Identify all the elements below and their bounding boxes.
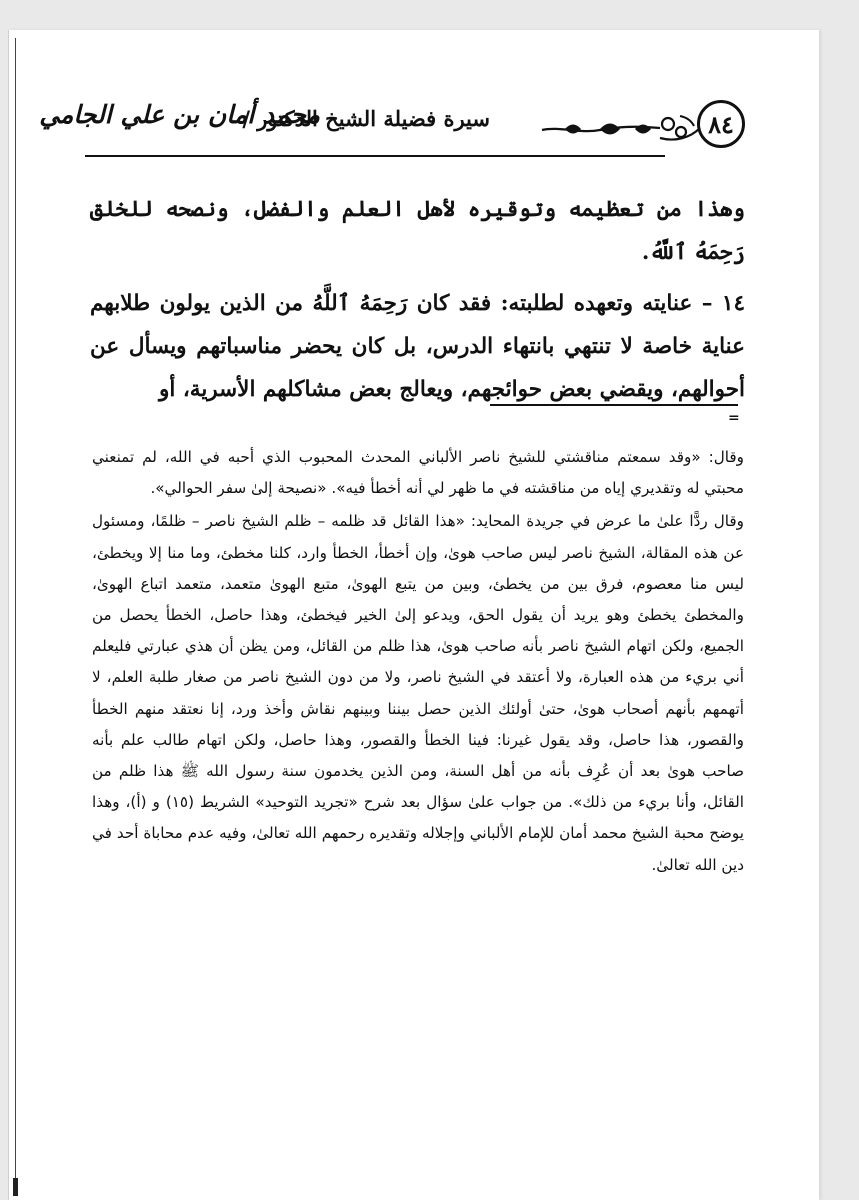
item-heading: ١٤ – عنايته وتعهده لطلبته: xyxy=(500,291,745,316)
page-header xyxy=(39,98,745,158)
page-number: ٨٤ xyxy=(697,100,745,148)
item-body: فقد كان رَحِمَهُ ٱللَّهُ من الذين يولون طلابهم عناية خاصة لا تنتهي بانتهاء الدرس، بل كان يحضر مناسباتهم ويسأل عن أحوالهم، ويقضي بعض حوائجهم، ويعالج بعض مشاكلهم الأسرية، أو xyxy=(90,291,745,402)
header-underline xyxy=(85,155,665,157)
header-sheikh-name: محمد أمان بن علي الجامي xyxy=(39,100,320,129)
footnote-continuation-mark: = xyxy=(728,410,740,426)
page-edge-mark xyxy=(13,1178,18,1196)
header-title: سيرة فضيلة الشيخ الدكتور / xyxy=(242,106,490,131)
paragraph-item-14 xyxy=(90,282,745,411)
ornament-icon xyxy=(540,108,705,148)
main-text xyxy=(90,188,745,411)
page-left-rule xyxy=(15,38,16,1188)
footnote-paragraph: وقال: «وقد سمعتم مناقشتي للشيخ ناصر الألباني المحدث المحبوب الذي أحبه في الله، لم تمنعني محبتي له وتقديري إياه من مناقشته في ما ظهر لي أنه أخطأ فيه». «نصيحة إلىٰ سفر الحوالي». xyxy=(92,448,744,498)
paragraph: وهذا من تعظيمه وتوقيره لأهل العلم والفضل، ونصحه للخلق رَحِمَهُ ٱللَّهُ. xyxy=(90,197,745,265)
footnotes xyxy=(92,442,744,881)
footnote-paragraph: وقال ردًّا علىٰ ما عرض في جريدة المحايد: «هذا القائل قد ظلمه – ظلم الشيخ ناصر – ظلمًا، ومسئول عن هذه المقالة، الشيخ ناصر ليس صاحب هوىٰ، وإن أخطأ، الخطأ وارد، كلنا مخطئ، وما منا إلا ويخطئ، ليس منا معصوم، فرق بين من يخطئ، وبين من يتبع الهوىٰ، متبع الهوىٰ متعمد، متعمد اتباع الهوىٰ، والمخطئ يخطئ وهو يريد أن يقول الحق، ويدعو إلىٰ الخير فيخطئ، وهذا حاصل، الخطأ يحصل من الجميع، ولكن اتهام الشيخ ناصر بأنه صاحب هوىٰ، هذا ظلم من القائل، ومن يظن أن هذي عبارتي فليعلم أني بريء من هذه العبارة، ولا أعتقد في الشيخ ناصر، ولا من دون الشيخ ناصر من صغار طلبة العلم، لا أتهمهم بأنهم أصحاب هوىٰ، حتىٰ أولئك الذين حصل بيننا وبينهم نقاش وأخذ ورد، إنا نعتقد منهم الخطأ والقصور، هذا حاصل، وقد يقول غيرنا: فينا الخطأ والقصور، وهذا حاصل، ولكن اتهام طالب علم بأنه صاحب هوىٰ بعد أن عُرِف بأنه من أهل السنة، ومن الذين يخدمون سنة رسول الله ﷺ هذا ظلم من القائل، وأنا بريء من ذلك». من جواب علىٰ سؤال بعد شرح «تجريد التوحيد» الشريط (١٥) و (أ)، وهذا يوضح محبة الشيخ محمد أمان للإمام الألباني وإجلاله وتقديره رحمهم الله تعالىٰ، وفيه عدم محاباة أحد في دين الله تعالىٰ. xyxy=(92,512,745,874)
footnote-separator xyxy=(490,404,738,406)
